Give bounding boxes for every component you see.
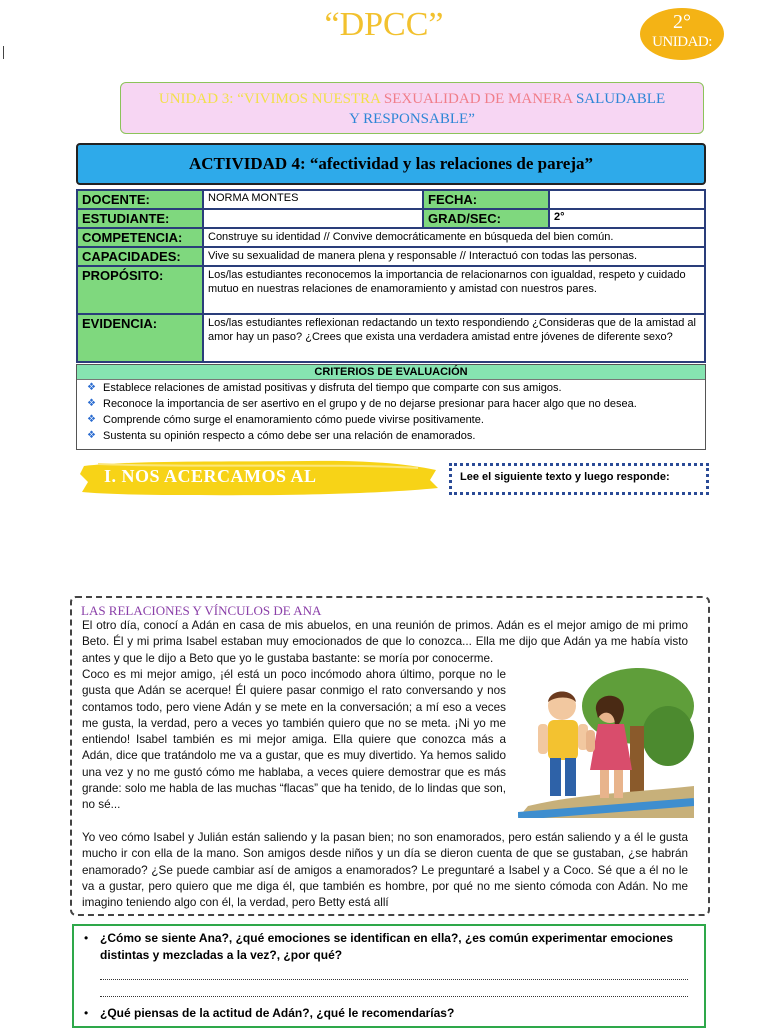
criteria-box xyxy=(76,364,706,450)
answer-line[interactable] xyxy=(100,979,688,980)
criteria-item xyxy=(77,396,705,412)
unit-title-part4: Y RESPONSABLE” xyxy=(349,111,475,127)
estudiante-label: ESTUDIANTE: xyxy=(77,209,203,228)
reading-title: LAS RELACIONES Y VÍNCULOS DE ANA xyxy=(81,603,322,618)
reading-paragraph: Coco es mi mejor amigo, ¡él está un poco incómodo ahora último, porque no le gusta que Adán se acerque! Él quiere pasar conmigo el rato conversando y nos contamos todo, pero viene Adán y se mete en la conversación; a mí eso a veces me gusta, la verdad, pero a veces yo también quiero que no se meta. ¡Ni yo me entiendo! Isabel también es mi mejor amiga. Ella quiere que conozca más a Adán, dice que tratándolo me va a gustar, que es muy divertido. Ya hemos salido una vez y no me gustó cómo me hablaba, a veces quiere demostrar que es más grande: solo me habla de las muchas “flacas” que ha tenido, de lo lindas que son, no sé... xyxy=(82,668,506,812)
diamond-bullet-icon: ❖ xyxy=(87,414,96,425)
badge-label: UNIDAD: xyxy=(652,34,712,50)
bullet-dot-icon: • xyxy=(84,931,89,945)
reading-paragraph: El otro día, conocí a Adán en casa de mis abuelos, en una reunión de primos. Adán es el mejor amigo de mi primo Beto. Él y mi prima Isabel estaban muy emocionados de que lo conozca... Ella me dijo que Adán ya me había visto antes y que le dijo a Beto que yo le gustaba bastante: se moría por conocerme. xyxy=(82,619,688,665)
unit-title-part3: SALUDABLE xyxy=(575,91,666,107)
bullet-dot-icon: • xyxy=(84,1006,89,1020)
diamond-bullet-icon: ❖ xyxy=(87,398,96,409)
competencia-label: COMPETENCIA: xyxy=(77,228,203,247)
answer-line[interactable] xyxy=(100,996,688,997)
fecha-value xyxy=(549,190,705,209)
docente-label: DOCENTE: xyxy=(77,190,203,209)
instruction-box: Lee el siguiente texto y luego responde: xyxy=(449,463,709,495)
activity-banner: ACTIVIDAD 4: “afectividad y las relaciones de pareja” xyxy=(76,143,706,185)
grado-label: GRAD/SEC: xyxy=(423,209,549,228)
criteria-title: CRITERIOS DE EVALUACIÓN xyxy=(77,365,705,380)
document-title: “DPCC” xyxy=(324,6,444,43)
question-2: ¿Qué piensas de la actitud de Adán?, ¿qué le recomendarías? xyxy=(100,1006,455,1020)
unit-badge xyxy=(640,8,724,60)
criteria-item xyxy=(77,428,705,444)
reading-paragraph: Yo veo cómo Isabel y Julián están saliendo y la pasan bien; no son enamorados, pero están saliendo y a él le gusta mucho ir con ella de la mano. Son amigos desde niños y un día se dieron cuenta de que se gustaban, ¿se habrán enamorado? ¿Se puede cambiar así de amigos a enamorados? Le preguntaré a Isabel y a Coco. Sé que a él no le va a gustar, pero quiero que me diga él, que también es hombre, por qué no me siento cómoda con Adán. No me imagino teniendo algo con él, la verdad, pero Betty está allí xyxy=(82,831,688,910)
competencia-value: Construye su identidad // Convive democráticamente en búsqueda del bien común. xyxy=(203,228,705,247)
criteria-text: Reconoce la importancia de ser asertivo en el grupo y de no dejarse presionar para hacer algo que no desea. xyxy=(103,398,637,410)
fecha-label: FECHA: xyxy=(423,190,549,209)
estudiante-value xyxy=(203,209,423,228)
unit-banner xyxy=(120,82,704,134)
proposito-label: PROPÓSITO: xyxy=(77,266,203,314)
badge-number: 2° xyxy=(673,11,691,33)
evidencia-label: EVIDENCIA: xyxy=(77,314,203,362)
section-heading: I. NOS ACERCAMOS AL xyxy=(104,466,317,486)
info-table xyxy=(76,189,706,363)
grado-value: 2° xyxy=(549,209,705,228)
unit-title-part2: SEXUALIDAD DE MANERA xyxy=(383,91,576,107)
diamond-bullet-icon: ❖ xyxy=(87,382,96,393)
docente-value: NORMA MONTES xyxy=(203,190,423,209)
criteria-text: Sustenta su opinión respecto a cómo debe ser una relación de enamorados. xyxy=(103,430,476,442)
criteria-text: Establece relaciones de amistad positivas y disfruta del tiempo que comparte con sus amigos. xyxy=(103,382,562,394)
children-walking-illustration xyxy=(518,666,694,818)
evidencia-value: Los/las estudiantes reflexionan redactando un texto respondiendo ¿Consideras que de la amistad al amor hay un paso? ¿Crees que exista una verdadera amistad entre jóvenes de diferente sexo? xyxy=(203,314,705,362)
criteria-item xyxy=(77,380,705,396)
capacidades-label: CAPACIDADES: xyxy=(77,247,203,266)
text-cursor xyxy=(3,46,4,59)
unit-title-part1: UNIDAD 3: “VIVIMOS NUESTRA xyxy=(158,91,384,107)
proposito-value: Los/las estudiantes reconocemos la importancia de relacionarnos con igualdad, respeto y cuidado mutuo en nuestras relaciones de enamoramiento y amistad con nuestros pares. xyxy=(203,266,705,314)
criteria-item xyxy=(77,412,705,428)
criteria-text: Comprende cómo surge el enamoramiento cómo puede vivirse positivamente. xyxy=(103,414,484,426)
question-1: ¿Cómo se siente Ana?, ¿qué emociones se identifican en ella?, ¿es común experimentar emociones distintas y mezcladas a la vez?, ¿por qué? xyxy=(100,931,674,962)
diamond-bullet-icon: ❖ xyxy=(87,430,96,441)
capacidades-value: Vive su sexualidad de manera plena y responsable // Interactuó con todas las personas. xyxy=(203,247,705,266)
